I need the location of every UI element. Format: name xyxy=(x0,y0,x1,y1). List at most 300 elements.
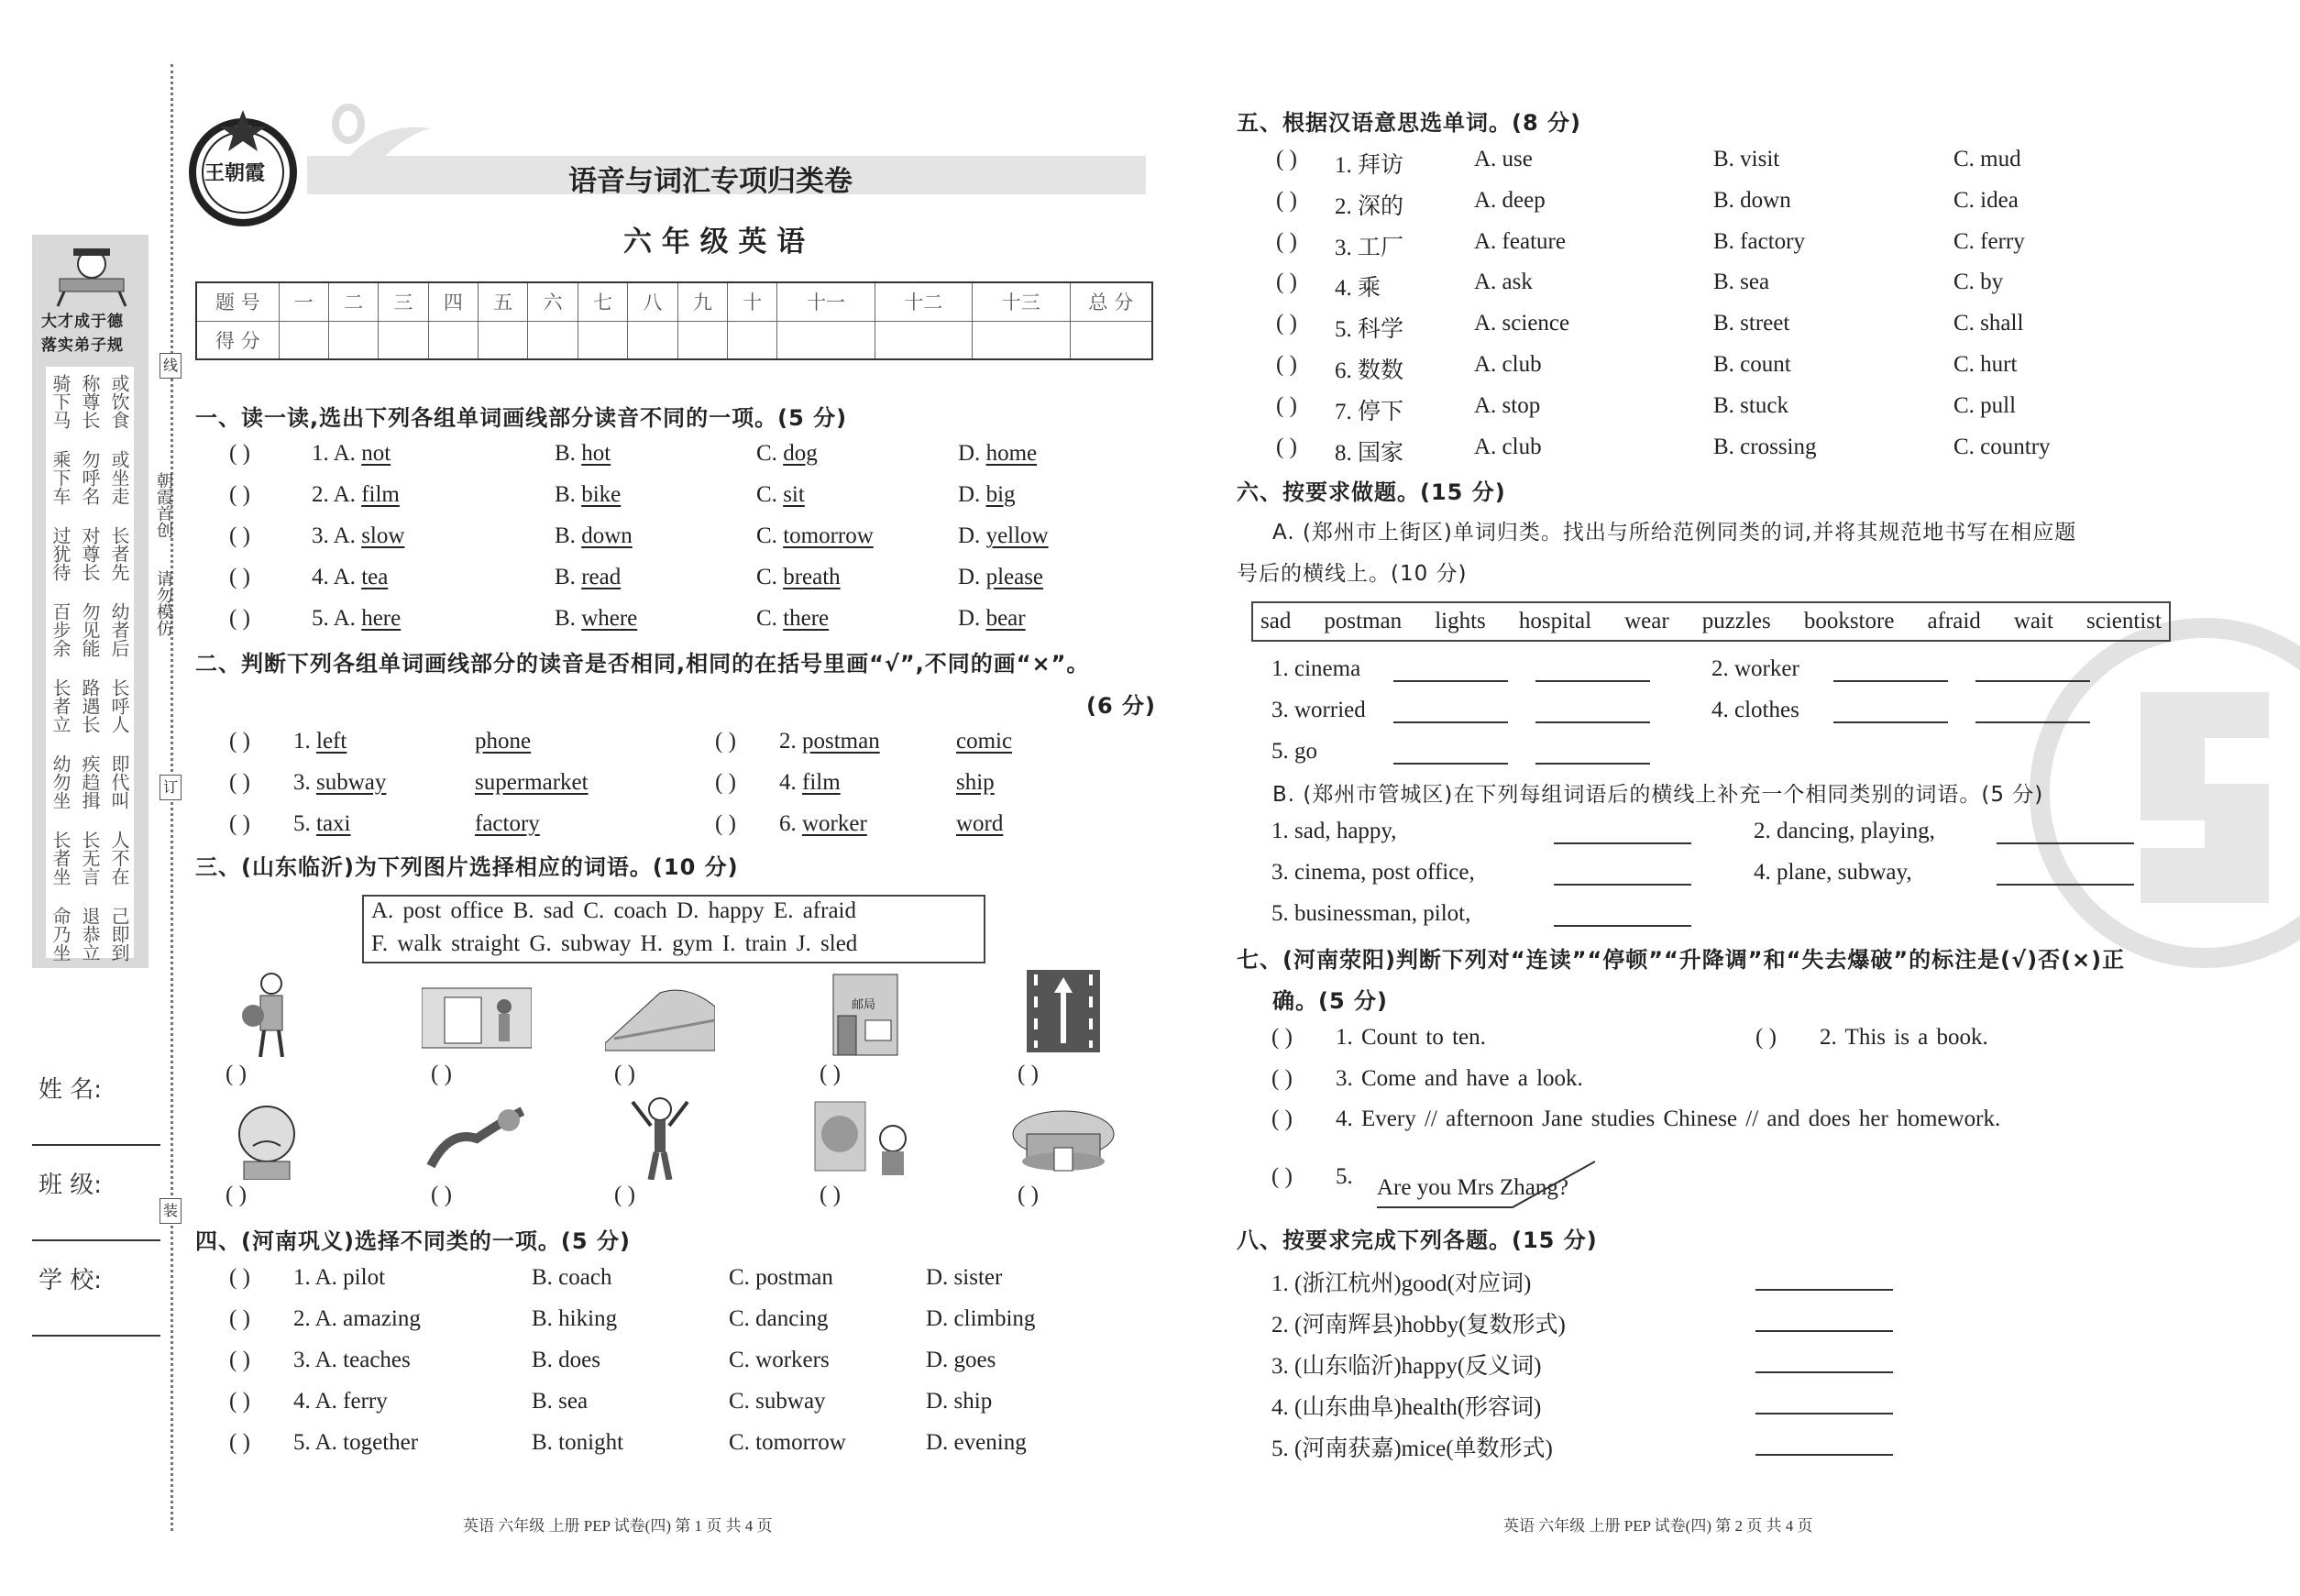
option: C. by xyxy=(1953,270,2004,295)
option: A. club xyxy=(1474,352,1542,377)
underlined-word: not xyxy=(361,441,391,466)
poem-group xyxy=(46,374,134,429)
poem-group xyxy=(46,754,134,809)
chinese-meaning: 3. 工厂 xyxy=(1335,235,1404,260)
answer-paren[interactable]: ( ) xyxy=(1276,352,1297,377)
option: B. count xyxy=(1713,352,1791,377)
score-cell[interactable] xyxy=(528,321,578,359)
poem-column: 命乃坐 xyxy=(50,907,72,962)
chinese-meaning: 4. 乘 xyxy=(1335,276,1381,302)
score-header-cell: 六 xyxy=(528,282,578,321)
option: A. ask xyxy=(1474,270,1533,295)
option: B. coach xyxy=(532,1265,612,1290)
page-footer-left: 英语 六年级 上册 PEP 试卷(四) 第 1 页 共 4 页 xyxy=(463,1517,773,1535)
poem-column: 退恭立 xyxy=(79,907,101,962)
answer-paren[interactable]: ( ) xyxy=(1276,392,1297,418)
option: 3. A. teaches xyxy=(293,1348,411,1372)
marked-sentence: 4. Every // afternoon Jane studies Chinese // and does her homework. xyxy=(1336,1106,2001,1131)
answer-paren[interactable]: ( ) xyxy=(1276,434,1297,459)
answer-line[interactable] xyxy=(1535,744,1650,765)
exam-subtitle: 六 年 级 英 语 xyxy=(623,226,806,259)
section-4-heading: 四、(河南巩义)选择不同类的一项。(5 分) xyxy=(195,1228,631,1254)
answer-paren[interactable]: ( ) xyxy=(229,606,250,631)
option: B. factory xyxy=(1713,228,1805,254)
subway-icon xyxy=(422,970,532,1057)
field-line[interactable] xyxy=(32,1144,160,1146)
word-group: 2. dancing, playing, xyxy=(1754,819,1935,843)
answer-line[interactable] xyxy=(1833,703,1948,723)
option: 1. A. not xyxy=(312,441,391,466)
score-cell[interactable] xyxy=(728,321,777,359)
answer-paren[interactable]: ( ) xyxy=(1271,1106,1293,1131)
underlined-word: yellow xyxy=(985,523,1049,548)
option: A. deep xyxy=(1474,187,1546,213)
underlined-word: hot xyxy=(581,441,611,466)
category-example: 3. worried xyxy=(1271,698,1366,722)
option: B. visit xyxy=(1713,147,1780,171)
score-header-cell: 三 xyxy=(379,282,428,321)
poem-column: 长呼人 xyxy=(108,678,130,733)
picture-answer-paren[interactable]: ( ) xyxy=(1018,1183,1039,1207)
word-bank-item: afraid xyxy=(1927,609,1981,633)
ribbon-decoration xyxy=(303,101,449,193)
option: D. home xyxy=(958,441,1038,466)
poem-column: 长者先 xyxy=(108,526,130,581)
poem-column: 或饮食 xyxy=(108,374,130,429)
underlined-word: down xyxy=(581,523,633,548)
option: B. where xyxy=(555,606,638,631)
poem-column: 百步余 xyxy=(50,602,72,657)
answer-paren[interactable]: ( ) xyxy=(1276,228,1297,254)
word-item: 3. subway xyxy=(293,770,387,795)
score-cell[interactable] xyxy=(677,321,727,359)
score-header-cell: 十三 xyxy=(973,282,1070,321)
poem-column: 称尊长 xyxy=(79,374,101,429)
poem-column: 勿见能 xyxy=(79,602,101,657)
answer-paren[interactable]: ( ) xyxy=(1271,1066,1293,1091)
option: C. there xyxy=(756,606,830,631)
option: A. club xyxy=(1474,434,1542,459)
marked-sentence: 3. Come and have a look. xyxy=(1336,1066,1583,1091)
brand-name: 王朝霞 xyxy=(204,161,266,185)
option: D. climbing xyxy=(926,1306,1036,1331)
option: C. tomorrow xyxy=(756,523,874,548)
option: B. does xyxy=(532,1348,600,1372)
word-bank-item: scientist xyxy=(2086,609,2162,633)
word-group: 4. plane, subway, xyxy=(1754,860,1912,885)
option: C. hurt xyxy=(1953,352,2018,377)
score-table xyxy=(195,281,1153,360)
poem-column: 路遇长 xyxy=(79,678,101,733)
picture-answer-paren[interactable]: ( ) xyxy=(1018,1062,1039,1086)
score-header-cell: 八 xyxy=(628,282,677,321)
option: B. street xyxy=(1713,311,1790,336)
option: C. shall xyxy=(1953,311,2024,336)
poem-column: 人不在 xyxy=(108,831,130,886)
picture-answer-paren[interactable]: ( ) xyxy=(226,1062,247,1086)
underlined-word: here xyxy=(361,606,402,631)
score-cell[interactable] xyxy=(479,321,528,359)
score-cell[interactable] xyxy=(279,321,328,359)
underlined-word: film xyxy=(361,482,400,507)
answer-paren[interactable]: ( ) xyxy=(229,1430,250,1455)
marked-sentence: 2. This is a book. xyxy=(1820,1025,1988,1050)
picture-answer-paren[interactable]: ( ) xyxy=(614,1183,635,1207)
intonation-sentence: Are you Mrs Zhang? xyxy=(1377,1175,1568,1200)
answer-line[interactable] xyxy=(1393,744,1508,765)
poem-group xyxy=(46,907,134,962)
word-item: 5. taxi xyxy=(293,811,351,836)
underlined-word: slow xyxy=(361,523,405,548)
section-7-heading: 七、(河南荥阳)判断下列对“连读”“停顿”“升降调”和“失去爆破”的标注是(√)否(×)正 xyxy=(1237,947,2126,973)
motto-line: 大才成于德 xyxy=(41,313,124,331)
option: C. country xyxy=(1953,434,2051,459)
answer-line[interactable] xyxy=(1997,865,2134,886)
option: C. dog xyxy=(756,441,818,466)
copyright-notice: 朝霞首创 xyxy=(154,472,173,538)
chinese-meaning: 6. 数数 xyxy=(1335,358,1404,383)
option: A. stop xyxy=(1474,392,1541,418)
coach-icon xyxy=(216,970,326,1057)
word-item: 2. postman xyxy=(779,729,880,754)
category-example: 2. worker xyxy=(1711,656,1799,681)
transform-item: 5. (河南获嘉)mice(单数形式) xyxy=(1271,1436,1553,1461)
transform-item: 2. (河南辉县)hobby(复数形式) xyxy=(1271,1313,1566,1337)
chinese-meaning: 1. 拜访 xyxy=(1335,153,1404,178)
underlined-word: tea xyxy=(361,565,389,589)
score-header-cell: 总 分 xyxy=(1070,282,1152,321)
answer-paren[interactable]: ( ) xyxy=(1276,187,1297,213)
word-item: 6. worker xyxy=(779,811,867,836)
marked-sentence: 5. xyxy=(1336,1164,1353,1189)
underlined-word: home xyxy=(985,441,1038,466)
underlined-word: taxi xyxy=(316,811,351,836)
poem-group xyxy=(46,450,134,505)
word-item: comic xyxy=(956,729,1013,754)
option: A. use xyxy=(1474,147,1533,171)
student-reading-illustration xyxy=(50,244,133,308)
answer-paren[interactable]: ( ) xyxy=(715,729,736,754)
answer-line[interactable] xyxy=(1755,1436,1893,1456)
copyright-notice: 请勿模仿 xyxy=(154,570,173,636)
word-group: 1. sad, happy, xyxy=(1271,819,1397,843)
field-line[interactable] xyxy=(32,1239,160,1241)
underlined-word: left xyxy=(316,729,347,754)
answer-line[interactable] xyxy=(1393,703,1508,723)
poem-column: 疾趋揖 xyxy=(79,754,101,809)
score-cell[interactable] xyxy=(328,321,378,359)
poem-group xyxy=(46,602,134,657)
afraid-child-icon xyxy=(810,1093,920,1180)
option: 1. A. pilot xyxy=(293,1265,386,1290)
poem-column: 长无言 xyxy=(79,831,101,886)
answer-paren[interactable]: ( ) xyxy=(229,1265,250,1290)
answer-line[interactable] xyxy=(1554,824,1691,844)
answer-paren[interactable]: ( ) xyxy=(229,1348,250,1372)
option: B. sea xyxy=(1713,270,1770,295)
poem-column: 幼者后 xyxy=(108,602,130,657)
word-bank-box xyxy=(1251,601,2171,642)
option: 5. A. together xyxy=(293,1430,419,1455)
score-cell[interactable] xyxy=(578,321,627,359)
score-header-cell: 七 xyxy=(578,282,627,321)
underlined-word: bear xyxy=(985,606,1026,631)
word-bank-item: hospital xyxy=(1518,609,1592,633)
word-bank-item: sad xyxy=(1260,609,1292,633)
option: D. ship xyxy=(926,1389,993,1414)
motto-line: 落实弟子规 xyxy=(41,336,124,355)
picture-answer-paren[interactable]: ( ) xyxy=(226,1183,247,1207)
answer-paren[interactable]: ( ) xyxy=(1276,270,1297,295)
poem-panel xyxy=(46,367,134,962)
score-header-cell: 九 xyxy=(677,282,727,321)
word-bank-item: wear xyxy=(1624,609,1669,633)
option: B. down xyxy=(555,523,633,548)
post-office-sign-text: 邮局 xyxy=(852,998,876,1012)
instruction-text: B. (郑州市管城区)在下列每组词语后的横线上补充一个相同类别的词语。(5 分) xyxy=(1272,783,2044,807)
word-bank-item: puzzles xyxy=(1701,609,1771,633)
poem-column: 即代叫 xyxy=(108,754,130,809)
sad-child-icon xyxy=(216,1093,326,1180)
answer-paren[interactable]: ( ) xyxy=(1755,1025,1777,1050)
exam-title: 语音与词汇专项归类卷 xyxy=(568,165,853,198)
section-7-heading-cont: 确。(5 分) xyxy=(1272,988,1388,1014)
answer-line[interactable] xyxy=(1535,662,1650,682)
underlined-word: please xyxy=(985,565,1044,589)
marked-sentence: 1. Count to ten. xyxy=(1336,1025,1486,1050)
answer-line[interactable] xyxy=(1755,1353,1893,1373)
option: C. breath xyxy=(756,565,841,589)
section-6-heading: 六、按要求做题。(15 分) xyxy=(1237,479,1506,505)
options-line-2: F. walk straight G. subway H. gym I. train J. sled xyxy=(371,931,858,956)
underlined-word: breath xyxy=(783,565,841,589)
word-bank-item: lights xyxy=(1435,609,1486,633)
sled-icon xyxy=(422,1093,532,1180)
option: C. tomorrow xyxy=(729,1430,846,1455)
score-header-cell: 一 xyxy=(279,282,328,321)
option: C. ferry xyxy=(1953,228,2025,254)
option: B. hot xyxy=(555,441,611,466)
answer-paren[interactable]: ( ) xyxy=(1276,311,1297,336)
poem-column: 过犹待 xyxy=(50,526,72,581)
page-footer-right: 英语 六年级 上册 PEP 试卷(四) 第 2 页 共 4 页 xyxy=(1503,1517,1813,1535)
option: D. bear xyxy=(958,606,1026,631)
picture-answer-paren[interactable]: ( ) xyxy=(820,1062,841,1086)
answer-paren[interactable]: ( ) xyxy=(229,729,250,754)
field-label: 姓 名: xyxy=(39,1076,103,1104)
option: D. goes xyxy=(926,1348,996,1372)
option: C. pull xyxy=(1953,392,2017,418)
score-header-cell: 四 xyxy=(428,282,478,321)
option: B. read xyxy=(555,565,622,589)
option: D. big xyxy=(958,482,1016,507)
rising-intonation-mark xyxy=(1375,1157,1595,1212)
answer-paren[interactable]: ( ) xyxy=(229,482,250,507)
field-label: 班 级: xyxy=(39,1172,103,1199)
underlined-word: there xyxy=(783,606,830,631)
section-8-heading: 八、按要求完成下列各题。(15 分) xyxy=(1237,1227,1598,1253)
binding-mark: 装 xyxy=(160,1198,182,1224)
word-item: phone xyxy=(475,729,532,754)
answer-line[interactable] xyxy=(1755,1394,1893,1414)
poem-column: 乘下车 xyxy=(50,450,72,505)
answer-line[interactable] xyxy=(1975,703,2090,723)
answer-paren[interactable]: ( ) xyxy=(229,811,250,836)
score-header-row xyxy=(196,282,1152,321)
underlined-word: big xyxy=(985,482,1016,507)
word-bank-item: wait xyxy=(2013,609,2053,633)
poem-group xyxy=(46,831,134,886)
answer-paren[interactable]: ( ) xyxy=(1271,1025,1293,1050)
chinese-meaning: 2. 深的 xyxy=(1335,193,1404,219)
transform-item: 3. (山东临沂)happy(反义词) xyxy=(1271,1354,1542,1379)
answer-paren[interactable]: ( ) xyxy=(229,1389,250,1414)
score-cell[interactable] xyxy=(628,321,677,359)
option: C. idea xyxy=(1953,187,2019,213)
answer-line[interactable] xyxy=(1975,662,2090,682)
score-cell[interactable] xyxy=(1070,321,1152,359)
score-cell[interactable] xyxy=(777,321,875,359)
option: B. sea xyxy=(532,1389,589,1414)
option: C. workers xyxy=(729,1348,830,1372)
word-group: 3. cinema, post office, xyxy=(1271,860,1475,885)
poem-column: 己即到 xyxy=(108,907,130,962)
category-example: 5. go xyxy=(1271,739,1317,764)
picture-answer-paren[interactable]: ( ) xyxy=(820,1183,841,1207)
score-cell[interactable] xyxy=(379,321,428,359)
score-cell[interactable] xyxy=(875,321,972,359)
answer-paren[interactable]: ( ) xyxy=(1276,147,1297,171)
option: 3. A. slow xyxy=(312,523,405,548)
option: C. dancing xyxy=(729,1306,829,1331)
answer-paren[interactable]: ( ) xyxy=(715,770,736,795)
option: C. postman xyxy=(729,1265,833,1290)
chinese-meaning: 5. 科学 xyxy=(1335,317,1404,343)
score-row xyxy=(196,321,1152,359)
underlined-word: bike xyxy=(581,482,622,507)
score-label: 得 分 xyxy=(196,321,279,359)
answer-line[interactable] xyxy=(1755,1271,1893,1291)
binding-mark: 订 xyxy=(160,775,182,800)
option: C. mud xyxy=(1953,147,2021,171)
transform-item: 1. (浙江杭州)good(对应词) xyxy=(1271,1271,1532,1296)
answer-paren[interactable]: ( ) xyxy=(229,441,250,466)
section-2-heading: 二、判断下列各组单词画线部分的读音是否相同,相同的在括号里画“√”,不同的画“×”。 xyxy=(195,651,1090,677)
walk-straight-sign-icon xyxy=(1008,970,1118,1057)
answer-paren[interactable]: ( ) xyxy=(1271,1164,1293,1189)
underlined-word: tomorrow xyxy=(783,523,874,548)
train-icon xyxy=(605,970,715,1057)
gym-icon xyxy=(1008,1093,1118,1180)
poem-group xyxy=(46,678,134,733)
underlined-word: film xyxy=(802,770,841,795)
word-bank-item: bookstore xyxy=(1803,609,1895,633)
underlined-word: sit xyxy=(783,482,805,507)
answer-paren[interactable]: ( ) xyxy=(229,1306,250,1331)
option: D. please xyxy=(958,565,1044,589)
score-header-cell: 五 xyxy=(479,282,528,321)
chinese-meaning: 8. 国家 xyxy=(1335,440,1404,466)
section-2-score: (6 分) xyxy=(1086,693,1156,719)
option: A. feature xyxy=(1474,228,1566,254)
option: B. tonight xyxy=(532,1430,624,1455)
picture-answer-paren[interactable]: ( ) xyxy=(614,1062,635,1086)
score-header-cell: 题 号 xyxy=(196,282,279,321)
answer-paren[interactable]: ( ) xyxy=(229,523,250,548)
word-item: 1. left xyxy=(293,729,347,754)
word-item: 4. film xyxy=(779,770,841,795)
option: B. down xyxy=(1713,187,1791,213)
underlined-word: read xyxy=(581,565,622,589)
instruction-text: A. (郑州市上街区)单词归类。找出与所给范例同类的词,并将其规范地书写在相应题 xyxy=(1272,521,2077,545)
score-cell[interactable] xyxy=(428,321,478,359)
picture-answer-paren[interactable]: ( ) xyxy=(431,1183,452,1207)
answer-line[interactable] xyxy=(1554,907,1691,927)
section-1-heading: 一、读一读,选出下列各组单词画线部分读音不同的一项。(5 分) xyxy=(195,405,848,431)
option: D. sister xyxy=(926,1265,1003,1290)
poem-column: 长者立 xyxy=(50,678,72,733)
answer-paren[interactable]: ( ) xyxy=(229,565,250,589)
option: 2. A. film xyxy=(312,482,400,507)
instruction-text: 号后的横线上。(10 分) xyxy=(1237,562,1468,586)
answer-line[interactable] xyxy=(1393,662,1508,682)
options-line-1: A. post office B. sad C. coach D. happy E. afraid xyxy=(371,898,856,923)
category-example: 4. clothes xyxy=(1711,698,1799,722)
answer-paren[interactable]: ( ) xyxy=(229,770,250,795)
option: A. science xyxy=(1474,311,1570,336)
answer-line[interactable] xyxy=(1997,824,2134,844)
answer-line[interactable] xyxy=(1755,1312,1893,1332)
underlined-word: dog xyxy=(783,441,818,466)
word-item: word xyxy=(956,811,1004,836)
word-group: 5. businessman, pilot, xyxy=(1271,901,1471,926)
answer-line[interactable] xyxy=(1833,662,1948,682)
score-cell[interactable] xyxy=(973,321,1070,359)
section-3-heading: 三、(山东临沂)为下列图片选择相应的词语。(10 分) xyxy=(195,854,739,880)
score-header-cell: 十二 xyxy=(875,282,972,321)
option: C. sit xyxy=(756,482,805,507)
option: B. crossing xyxy=(1713,434,1817,459)
option: B. stuck xyxy=(1713,392,1788,418)
happy-man-icon xyxy=(605,1093,715,1180)
picture-answer-paren[interactable]: ( ) xyxy=(431,1062,452,1086)
field-line[interactable] xyxy=(32,1335,160,1337)
score-header-cell: 二 xyxy=(328,282,378,321)
category-example: 1. cinema xyxy=(1271,656,1361,681)
answer-line[interactable] xyxy=(1554,865,1691,886)
word-item: factory xyxy=(475,811,540,836)
word-item: ship xyxy=(956,770,995,795)
transform-item: 4. (山东曲阜)health(形容词) xyxy=(1271,1395,1542,1420)
score-header-cell: 十一 xyxy=(777,282,875,321)
answer-line[interactable] xyxy=(1535,703,1650,723)
chinese-meaning: 7. 停下 xyxy=(1335,399,1404,424)
score-header-cell: 十 xyxy=(728,282,777,321)
underlined-word: where xyxy=(581,606,638,631)
option: D. evening xyxy=(926,1430,1027,1455)
underlined-word: postman xyxy=(802,729,880,754)
field-label: 学 校: xyxy=(39,1267,103,1294)
word-bank-item: postman xyxy=(1324,609,1403,633)
poem-column: 或坐走 xyxy=(108,450,130,505)
word-item: supermarket xyxy=(475,770,589,795)
binding-mark: 线 xyxy=(160,353,182,379)
poem-column: 骑下马 xyxy=(50,374,72,429)
poem-column: 对尊长 xyxy=(79,526,101,581)
poem-column: 幼勿坐 xyxy=(50,754,72,809)
answer-paren[interactable]: ( ) xyxy=(715,811,736,836)
option: 2. A. amazing xyxy=(293,1306,421,1331)
